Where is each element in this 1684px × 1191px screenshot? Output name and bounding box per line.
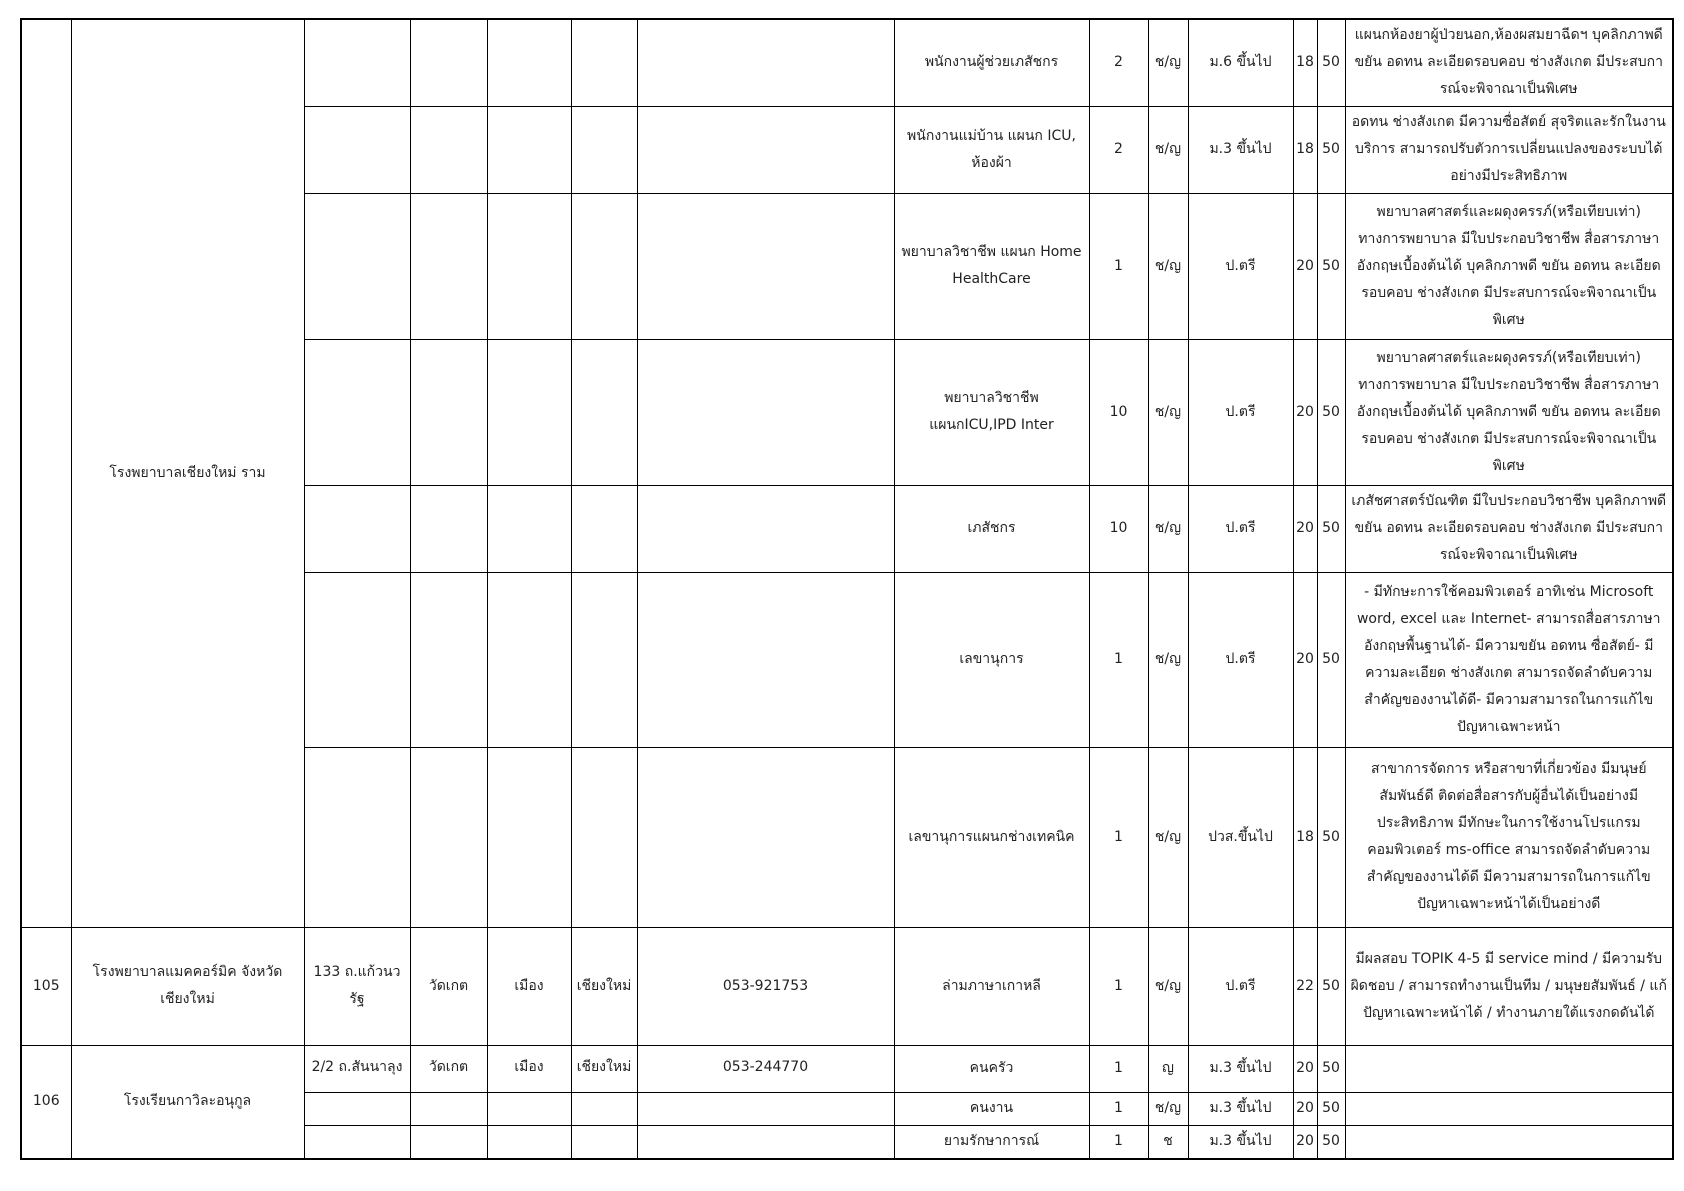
- district-cell: [487, 19, 571, 106]
- position-count-cell: 1: [1089, 1045, 1148, 1092]
- age-max-cell: 50: [1317, 747, 1345, 927]
- education-cell: ม.3 ขึ้นไป: [1188, 106, 1293, 193]
- phone-cell: [637, 485, 894, 572]
- education-cell: ป.ตรี: [1188, 485, 1293, 572]
- age-min-cell: 22: [1293, 927, 1317, 1045]
- province-cell: [571, 747, 637, 927]
- position-title-cell: คนครัว: [894, 1045, 1089, 1092]
- phone-cell: [637, 572, 894, 747]
- requirements-cell: แผนกห้องยาผู้ป่วยนอก,ห้องผสมยาฉีดฯ บุคลิกภาพดี ขยัน อดทน ละเอียดรอบคอบ ช่างสังเกต มีประสบการณ์จะพิจาณาเป็นพิเศษ: [1345, 19, 1673, 106]
- age-max-cell: 50: [1317, 927, 1345, 1045]
- phone-cell: [637, 19, 894, 106]
- province-cell: [571, 1092, 637, 1125]
- position-count-cell: 1: [1089, 572, 1148, 747]
- phone-cell: [637, 1092, 894, 1125]
- requirements-cell: เภสัชศาสตร์บัณฑิต มีใบประกอบวิชาชีพ บุคลิกภาพดี ขยัน อดทน ละเอียดรอบคอบ ช่างสังเกต มีประสบการณ์จะพิจาณาเป็นพิเศษ: [1345, 485, 1673, 572]
- phone-cell: [637, 193, 894, 339]
- address-cell: [304, 193, 410, 339]
- address-cell: [304, 572, 410, 747]
- requirements-cell: พยาบาลศาสตร์และผดุงครรภ์(หรือเทียบเท่า) ทางการพยาบาล มีใบประกอบวิชาชีพ สื่อสารภาษาอังกฤษเบื้องต้นได้ บุคลิกภาพดี ขยัน อดทน ละเอียดรอบคอบ ช่างสังเกต มีประสบการณ์จะพิจาณาเป็นพิเศษ: [1345, 193, 1673, 339]
- province-cell: [571, 1125, 637, 1159]
- address-cell: [304, 106, 410, 193]
- position-count-cell: 10: [1089, 339, 1148, 485]
- phone-cell: [637, 747, 894, 927]
- province-cell: [571, 485, 637, 572]
- age-min-cell: 20: [1293, 572, 1317, 747]
- gender-cell: ช/ญ: [1148, 485, 1188, 572]
- address-cell: [304, 1092, 410, 1125]
- requirements-cell: [1345, 1045, 1673, 1092]
- province-cell: [571, 106, 637, 193]
- phone-cell: [637, 106, 894, 193]
- position-count-cell: 1: [1089, 1092, 1148, 1125]
- phone-cell: [637, 339, 894, 485]
- education-cell: ป.ตรี: [1188, 193, 1293, 339]
- position-count-cell: 2: [1089, 106, 1148, 193]
- requirements-cell: [1345, 1125, 1673, 1159]
- gender-cell: ช/ญ: [1148, 106, 1188, 193]
- address-cell: 133 ถ.แก้วนวรัฐ: [304, 927, 410, 1045]
- age-min-cell: 18: [1293, 747, 1317, 927]
- gender-cell: ช/ญ: [1148, 747, 1188, 927]
- age-min-cell: 20: [1293, 1045, 1317, 1092]
- age-min-cell: 20: [1293, 193, 1317, 339]
- age-max-cell: 50: [1317, 1125, 1345, 1159]
- gender-cell: ช/ญ: [1148, 927, 1188, 1045]
- age-max-cell: 50: [1317, 1092, 1345, 1125]
- subdistrict-cell: [410, 1125, 487, 1159]
- position-count-cell: 1: [1089, 193, 1148, 339]
- position-count-cell: 1: [1089, 1125, 1148, 1159]
- subdistrict-cell: [410, 1092, 487, 1125]
- gender-cell: ญ: [1148, 1045, 1188, 1092]
- row-number-cell: [21, 19, 71, 927]
- district-cell: [487, 747, 571, 927]
- province-cell: [571, 19, 637, 106]
- education-cell: ป.ตรี: [1188, 339, 1293, 485]
- age-min-cell: 18: [1293, 19, 1317, 106]
- position-count-cell: 10: [1089, 485, 1148, 572]
- table-row: [21, 1045, 1673, 1092]
- requirements-cell: พยาบาลศาสตร์และผดุงครรภ์(หรือเทียบเท่า) ทางการพยาบาล มีใบประกอบวิชาชีพ สื่อสารภาษาอังกฤษเบื้องต้นได้ บุคลิกภาพดี ขยัน อดทน ละเอียดรอบคอบ ช่างสังเกต มีประสบการณ์จะพิจาณาเป็นพิเศษ: [1345, 339, 1673, 485]
- phone-cell: [637, 1125, 894, 1159]
- district-cell: [487, 193, 571, 339]
- province-cell: [571, 572, 637, 747]
- position-count-cell: 1: [1089, 927, 1148, 1045]
- province-cell: [571, 193, 637, 339]
- address-cell: [304, 485, 410, 572]
- position-title-cell: พยาบาลวิชาชีพ แผนกICU,IPD Inter: [894, 339, 1089, 485]
- phone-cell: 053-921753: [637, 927, 894, 1045]
- position-title-cell: ยามรักษาการณ์: [894, 1125, 1089, 1159]
- subdistrict-cell: [410, 485, 487, 572]
- education-cell: ม.3 ขึ้นไป: [1188, 1092, 1293, 1125]
- gender-cell: ช/ญ: [1148, 1092, 1188, 1125]
- position-title-cell: ล่ามภาษาเกาหลี: [894, 927, 1089, 1045]
- address-cell: [304, 747, 410, 927]
- education-cell: ม.3 ขึ้นไป: [1188, 1125, 1293, 1159]
- subdistrict-cell: [410, 572, 487, 747]
- age-max-cell: 50: [1317, 106, 1345, 193]
- address-cell: [304, 1125, 410, 1159]
- age-max-cell: 50: [1317, 339, 1345, 485]
- age-min-cell: 20: [1293, 339, 1317, 485]
- gender-cell: ช/ญ: [1148, 339, 1188, 485]
- requirements-cell: [1345, 1092, 1673, 1125]
- requirements-cell: - มีทักษะการใช้คอมพิวเตอร์ อาทิเช่น Microsoft word, excel และ Internet- สามารถสื่อสารภาษาอังกฤษพื้นฐานได้- มีความขยัน อดทน ซื่อสัตย์- มีความละเอียด ช่างสังเกต สามารถจัดลำดับความสำคัญของงานได้ดี- มีความสามารถในการแก้ไขปัญหาเฉพาะหน้า: [1345, 572, 1673, 747]
- age-min-cell: 20: [1293, 485, 1317, 572]
- employer-name-cell: โรงพยาบาลเชียงใหม่ ราม: [71, 19, 304, 927]
- subdistrict-cell: [410, 106, 487, 193]
- province-cell: เชียงใหม่: [571, 1045, 637, 1092]
- education-cell: ม.6 ขึ้นไป: [1188, 19, 1293, 106]
- district-cell: [487, 1125, 571, 1159]
- education-cell: ป.ตรี: [1188, 927, 1293, 1045]
- district-cell: เมือง: [487, 927, 571, 1045]
- age-min-cell: 18: [1293, 106, 1317, 193]
- employer-name-cell: โรงพยาบาลแมคคอร์มิค จังหวัดเชียงใหม่: [71, 927, 304, 1045]
- district-cell: [487, 572, 571, 747]
- gender-cell: ช/ญ: [1148, 19, 1188, 106]
- gender-cell: ช/ญ: [1148, 193, 1188, 339]
- address-cell: 2/2 ถ.สันนาลุง: [304, 1045, 410, 1092]
- district-cell: [487, 485, 571, 572]
- district-cell: [487, 339, 571, 485]
- table-row: [21, 19, 1673, 106]
- province-cell: [571, 339, 637, 485]
- age-min-cell: 20: [1293, 1092, 1317, 1125]
- age-max-cell: 50: [1317, 572, 1345, 747]
- position-count-cell: 2: [1089, 19, 1148, 106]
- position-title-cell: พนักงานผู้ช่วยเภสัชกร: [894, 19, 1089, 106]
- phone-cell: 053-244770: [637, 1045, 894, 1092]
- education-cell: ม.3 ขึ้นไป: [1188, 1045, 1293, 1092]
- position-count-cell: 1: [1089, 747, 1148, 927]
- subdistrict-cell: [410, 19, 487, 106]
- address-cell: [304, 339, 410, 485]
- employer-name-cell: โรงเรียนกาวิละอนุกูล: [71, 1045, 304, 1159]
- gender-cell: ช/ญ: [1148, 572, 1188, 747]
- district-cell: เมือง: [487, 1045, 571, 1092]
- education-cell: ปวส.ขึ้นไป: [1188, 747, 1293, 927]
- age-max-cell: 50: [1317, 1045, 1345, 1092]
- position-title-cell: พยาบาลวิชาชีพ แผนก Home HealthCare: [894, 193, 1089, 339]
- subdistrict-cell: [410, 339, 487, 485]
- position-title-cell: เภสัชกร: [894, 485, 1089, 572]
- requirements-cell: มีผลสอบ TOPIK 4-5 มี service mind / มีความรับผิดชอบ / สามารถทำงานเป็นทีม / มนุษยสัมพันธ์ / แก้ปัญหาเฉพาะหน้าได้ / ทำงานภายใต้แรงกดดันได้: [1345, 927, 1673, 1045]
- position-title-cell: เลขานุการ: [894, 572, 1089, 747]
- subdistrict-cell: [410, 747, 487, 927]
- subdistrict-cell: [410, 193, 487, 339]
- row-number-cell: 106: [21, 1045, 71, 1159]
- education-cell: ป.ตรี: [1188, 572, 1293, 747]
- table-row: [21, 927, 1673, 1045]
- age-max-cell: 50: [1317, 193, 1345, 339]
- age-max-cell: 50: [1317, 485, 1345, 572]
- district-cell: [487, 1092, 571, 1125]
- row-number-cell: 105: [21, 927, 71, 1045]
- address-cell: [304, 19, 410, 106]
- province-cell: เชียงใหม่: [571, 927, 637, 1045]
- position-title-cell: เลขานุการแผนกช่างเทคนิค: [894, 747, 1089, 927]
- position-title-cell: พนักงานแม่บ้าน แผนก ICU, ห้องผ้า: [894, 106, 1089, 193]
- gender-cell: ช: [1148, 1125, 1188, 1159]
- age-min-cell: 20: [1293, 1125, 1317, 1159]
- position-title-cell: คนงาน: [894, 1092, 1089, 1125]
- job-vacancy-table: [20, 18, 1674, 1160]
- requirements-cell: อดทน ช่างสังเกต มีความซื่อสัตย์ สุจริตและรักในงานบริการ สามารถปรับตัวการเปลี่ยนแปลงของระบบได้อย่างมีประสิทธิภาพ: [1345, 106, 1673, 193]
- subdistrict-cell: วัดเกต: [410, 1045, 487, 1092]
- district-cell: [487, 106, 571, 193]
- age-max-cell: 50: [1317, 19, 1345, 106]
- subdistrict-cell: วัดเกต: [410, 927, 487, 1045]
- requirements-cell: สาขาการจัดการ หรือสาขาที่เกี่ยวข้อง มีมนุษย์สัมพันธ์ดี ติดต่อสื่อสารกับผู้อื่นได้เป็นอย่างมีประสิทธิภาพ มีทักษะในการใช้งานโปรแกรมคอมพิวเตอร์ ms-office สามารถจัดลำดับความสำคัญของงานได้ดี มีความสามารถในการแก้ไขปัญหาเฉพาะหน้าได้เป็นอย่างดี: [1345, 747, 1673, 927]
